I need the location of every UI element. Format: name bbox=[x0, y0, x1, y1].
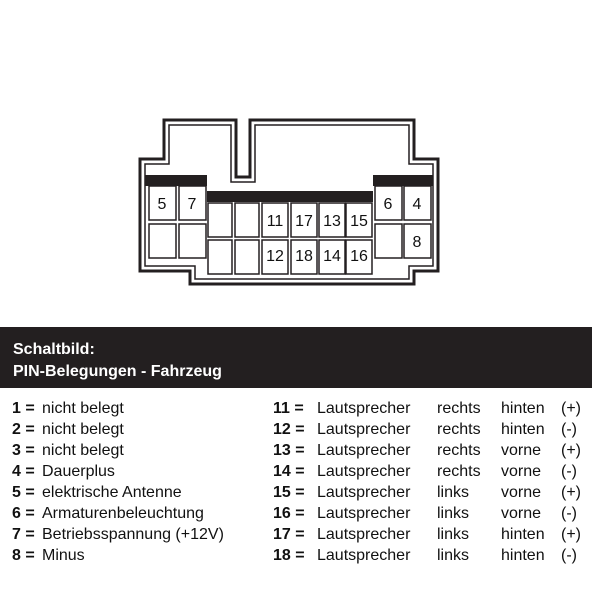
legend-row bbox=[273, 503, 585, 524]
pin-label-14: 14 bbox=[323, 248, 341, 265]
bar-right bbox=[373, 175, 433, 186]
legend-description: Minus bbox=[42, 547, 85, 564]
legend-description: nicht belegt bbox=[42, 400, 124, 417]
legend-side: links bbox=[437, 484, 470, 501]
legend-row bbox=[12, 545, 262, 566]
legend-position: hinten bbox=[501, 400, 545, 417]
bar-center bbox=[207, 191, 373, 202]
legend-polarity: (+) bbox=[561, 400, 581, 417]
legend-side: links bbox=[437, 526, 470, 543]
legend-description: Lautsprecher bbox=[317, 547, 411, 564]
legend-pin-number: 18 = bbox=[273, 547, 305, 564]
legend-description: nicht belegt bbox=[42, 442, 124, 459]
legend-pin-number: 16 = bbox=[273, 505, 305, 522]
pin-label-18: 18 bbox=[295, 248, 313, 265]
pin-label-17: 17 bbox=[295, 213, 313, 230]
legend-description: Lautsprecher bbox=[317, 505, 411, 522]
legend-side: links bbox=[437, 547, 470, 564]
legend-row bbox=[12, 524, 262, 545]
legend-polarity: (-) bbox=[561, 463, 577, 480]
legend-description: Lautsprecher bbox=[317, 442, 411, 459]
legend-row bbox=[12, 440, 262, 461]
pin-label-12: 12 bbox=[266, 248, 284, 265]
legend-side: links bbox=[437, 505, 470, 522]
legend-row bbox=[12, 461, 262, 482]
legend-row bbox=[273, 482, 585, 503]
legend-description: Lautsprecher bbox=[317, 484, 411, 501]
pin-label-11: 11 bbox=[266, 213, 284, 230]
legend-pin-number: 17 = bbox=[273, 526, 305, 543]
legend-pin-number: 5 = bbox=[12, 484, 35, 501]
legend-description: Lautsprecher bbox=[317, 421, 411, 438]
legend-position: hinten bbox=[501, 547, 545, 564]
legend-row bbox=[273, 419, 585, 440]
legend-side: rechts bbox=[437, 442, 481, 459]
header-title: Schaltbild: bbox=[13, 341, 95, 358]
legend-pin-number: 6 = bbox=[12, 505, 35, 522]
legend-row bbox=[273, 461, 585, 482]
legend-side: rechts bbox=[437, 463, 481, 480]
pin-cell bbox=[375, 224, 402, 258]
legend-row bbox=[273, 545, 585, 566]
legend-side: rechts bbox=[437, 400, 481, 417]
pin-cell bbox=[235, 240, 259, 274]
legend-position: vorne bbox=[501, 505, 542, 522]
legend-description: Betriebsspannung (+12V) bbox=[42, 526, 224, 543]
legend-row bbox=[12, 398, 262, 419]
legend-position: hinten bbox=[501, 526, 545, 543]
legend-pin-number: 1 = bbox=[12, 400, 35, 417]
legend-position: vorne bbox=[501, 463, 542, 480]
legend-row bbox=[12, 503, 262, 524]
legend-pin-number: 13 = bbox=[273, 442, 305, 459]
legend-polarity: (+) bbox=[561, 442, 581, 459]
legend-pin-number: 3 = bbox=[12, 442, 35, 459]
pin-label-13: 13 bbox=[323, 213, 341, 230]
pin-label-8: 8 bbox=[412, 234, 422, 251]
pin-label-5: 5 bbox=[157, 196, 167, 213]
pin-cell bbox=[208, 203, 232, 237]
legend-polarity: (-) bbox=[561, 547, 577, 564]
legend-description: Dauerplus bbox=[42, 463, 115, 480]
legend-polarity: (+) bbox=[561, 484, 581, 501]
pin-cell bbox=[149, 224, 176, 258]
pin-label-4: 4 bbox=[412, 196, 422, 213]
legend-pin-number: 4 = bbox=[12, 463, 35, 480]
bar-left bbox=[145, 175, 207, 186]
legend-row bbox=[273, 398, 585, 419]
legend-description: Armaturenbeleuchtung bbox=[42, 505, 204, 522]
legend-description: Lautsprecher bbox=[317, 400, 411, 417]
pin-legend bbox=[0, 396, 592, 586]
legend-position: vorne bbox=[501, 484, 542, 501]
legend-pin-number: 15 = bbox=[273, 484, 305, 501]
legend-position: vorne bbox=[501, 442, 542, 459]
legend-row bbox=[12, 419, 262, 440]
legend-pin-number: 12 = bbox=[273, 421, 305, 438]
pin-label-6: 6 bbox=[383, 196, 393, 213]
legend-pin-number: 8 = bbox=[12, 547, 35, 564]
legend-description: nicht belegt bbox=[42, 421, 124, 438]
legend-pin-number: 11 = bbox=[273, 400, 304, 417]
legend-row bbox=[273, 524, 585, 545]
legend-pin-number: 7 = bbox=[12, 526, 35, 543]
legend-polarity: (-) bbox=[561, 505, 577, 522]
pin-label-15: 15 bbox=[350, 213, 368, 230]
legend-row bbox=[273, 440, 585, 461]
legend-polarity: (-) bbox=[561, 421, 577, 438]
pin-cell bbox=[235, 203, 259, 237]
legend-pin-number: 2 = bbox=[12, 421, 35, 438]
legend-description: elektrische Antenne bbox=[42, 484, 182, 501]
legend-description: Lautsprecher bbox=[317, 526, 411, 543]
header-subtitle: PIN-Belegungen - Fahrzeug bbox=[13, 363, 222, 380]
legend-pin-number: 14 = bbox=[273, 463, 305, 480]
pin-cell bbox=[179, 224, 206, 258]
legend-position: hinten bbox=[501, 421, 545, 438]
legend-side: rechts bbox=[437, 421, 481, 438]
pin-label-7: 7 bbox=[187, 196, 197, 213]
legend-row bbox=[12, 482, 262, 503]
pin-cell bbox=[208, 240, 232, 274]
legend-polarity: (+) bbox=[561, 526, 581, 543]
pin-label-16: 16 bbox=[350, 248, 368, 265]
section-header bbox=[0, 327, 592, 388]
legend-description: Lautsprecher bbox=[317, 463, 411, 480]
